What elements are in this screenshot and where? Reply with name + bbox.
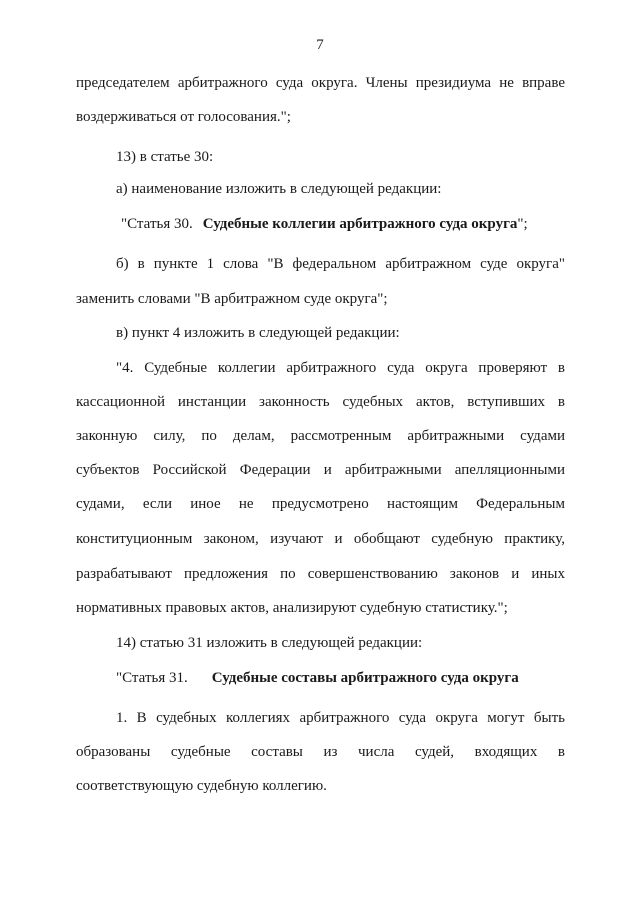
article-31-heading: [116, 669, 519, 687]
text-line: законную силу, по делам, рассмотренным арбитражными судами: [76, 428, 565, 444]
article-30-closing: ";: [517, 216, 528, 232]
list-item-v: в) пункт 4 изложить в следующей редакции:: [116, 325, 400, 341]
page-number: 7: [316, 37, 324, 53]
text-line: председателем арбитражного суда округа. Члены президиума не вправе: [76, 75, 565, 91]
list-item-a: а) наименование изложить в следующей редакции:: [116, 181, 442, 197]
clause-4-text: "4. Судебные коллегии арбитражного суда округа проверяют в: [116, 360, 565, 376]
list-item-13: 13) в статье 30:: [116, 149, 214, 165]
text-line: субъектов Российской Федерации и арбитражными апелляционными: [76, 462, 565, 478]
text-line: разрабатывают предложения по совершенствованию законов и иных: [76, 566, 565, 582]
text-line: заменить словами "В арбитражном суде округа";: [76, 291, 388, 307]
article-31-clause-1: 1. В судебных коллегиях арбитражного суда округа могут быть: [116, 710, 565, 726]
list-item-14: 14) статью 31 изложить в следующей редакции:: [116, 635, 423, 651]
text-line: кассационной инстанции законность судебных актов, вступивших в: [76, 394, 565, 410]
text-line: образованы судебные составы из числа судей, входящих в: [76, 744, 565, 760]
text-line: нормативных правовых актов, анализируют судебную статистику.";: [76, 600, 508, 616]
article-31-label: "Статья 31.: [116, 670, 188, 686]
article-30-title: Судебные коллегии арбитражного суда округа: [202, 216, 518, 232]
article-30-heading: [121, 215, 528, 233]
text-line: воздерживаться от голосования.";: [76, 109, 291, 125]
article-31-title: Судебные составы арбитражного суда округа: [211, 670, 519, 686]
text-line: судами, если иное не предусмотрено настоящим Федеральным: [76, 496, 565, 512]
list-item-b: б) в пункте 1 слова "В федеральном арбитражном суде округа": [116, 256, 565, 272]
article-30-label: "Статья 30.: [121, 216, 193, 232]
text-line: конституционным законом, изучают и обобщают судебную практику,: [76, 531, 565, 547]
text-line: соответствующую судебную коллегию.: [76, 778, 327, 794]
